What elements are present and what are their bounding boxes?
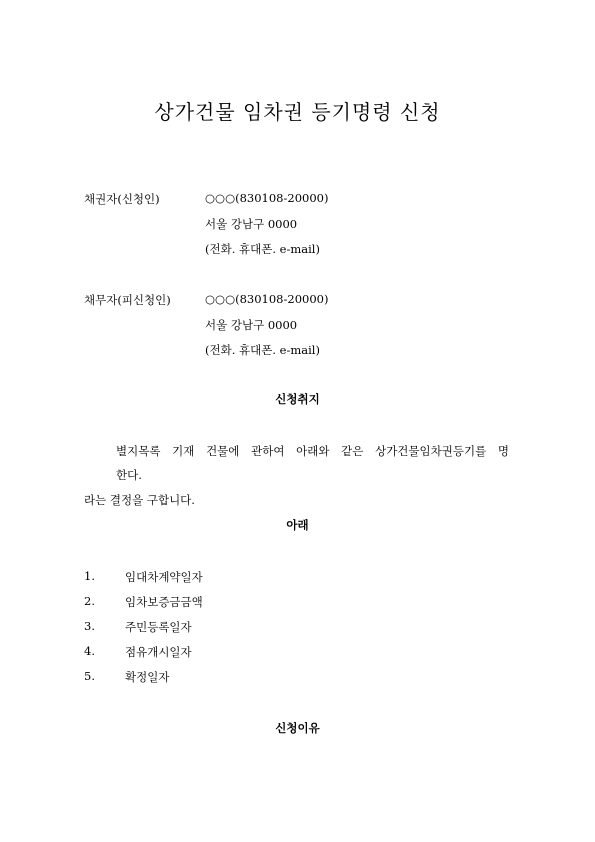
creditor-address: 서울 강남구 0000 bbox=[205, 217, 298, 231]
list-item-label: 임차보증금금액 bbox=[125, 595, 203, 609]
reason-heading: 신청이유 bbox=[275, 721, 320, 735]
debtor-label: 채무자(피신청인) bbox=[84, 293, 171, 307]
purpose-line-1: 별지목록 기재 건물에 관하여 아래와 같은 상가건물임차권등기를 명 bbox=[116, 444, 509, 458]
list-item-number: 3. bbox=[84, 619, 95, 633]
debtor-contact: (전화. 휴대폰. e-mail) bbox=[205, 343, 320, 357]
list-item-label: 점유개시일자 bbox=[125, 645, 192, 659]
page-title: 상가건물 임차권 등기명령 신청 bbox=[154, 100, 441, 124]
creditor-contact: (전화. 휴대폰. e-mail) bbox=[205, 242, 320, 256]
list-item-number: 1. bbox=[84, 569, 95, 583]
purpose-line-2: 한다. bbox=[116, 468, 142, 482]
creditor-name: ○○○(830108-20000) bbox=[205, 191, 329, 205]
list-item-label: 임대차계약일자 bbox=[125, 570, 203, 584]
creditor-label: 채권자(신청인) bbox=[84, 192, 160, 206]
debtor-name: ○○○(830108-20000) bbox=[205, 292, 329, 306]
debtor-address: 서울 강남구 0000 bbox=[205, 318, 298, 332]
list-item-number: 4. bbox=[84, 644, 95, 658]
list-item-number: 5. bbox=[84, 669, 95, 683]
purpose-heading: 신청취지 bbox=[275, 392, 320, 406]
list-item-number: 2. bbox=[84, 594, 95, 608]
purpose-line-3: 라는 결정을 구합니다. bbox=[84, 493, 195, 507]
below-heading: 아래 bbox=[286, 518, 309, 532]
list-item-label: 확정일자 bbox=[125, 670, 170, 684]
list-item-label: 주민등록일자 bbox=[125, 620, 192, 634]
